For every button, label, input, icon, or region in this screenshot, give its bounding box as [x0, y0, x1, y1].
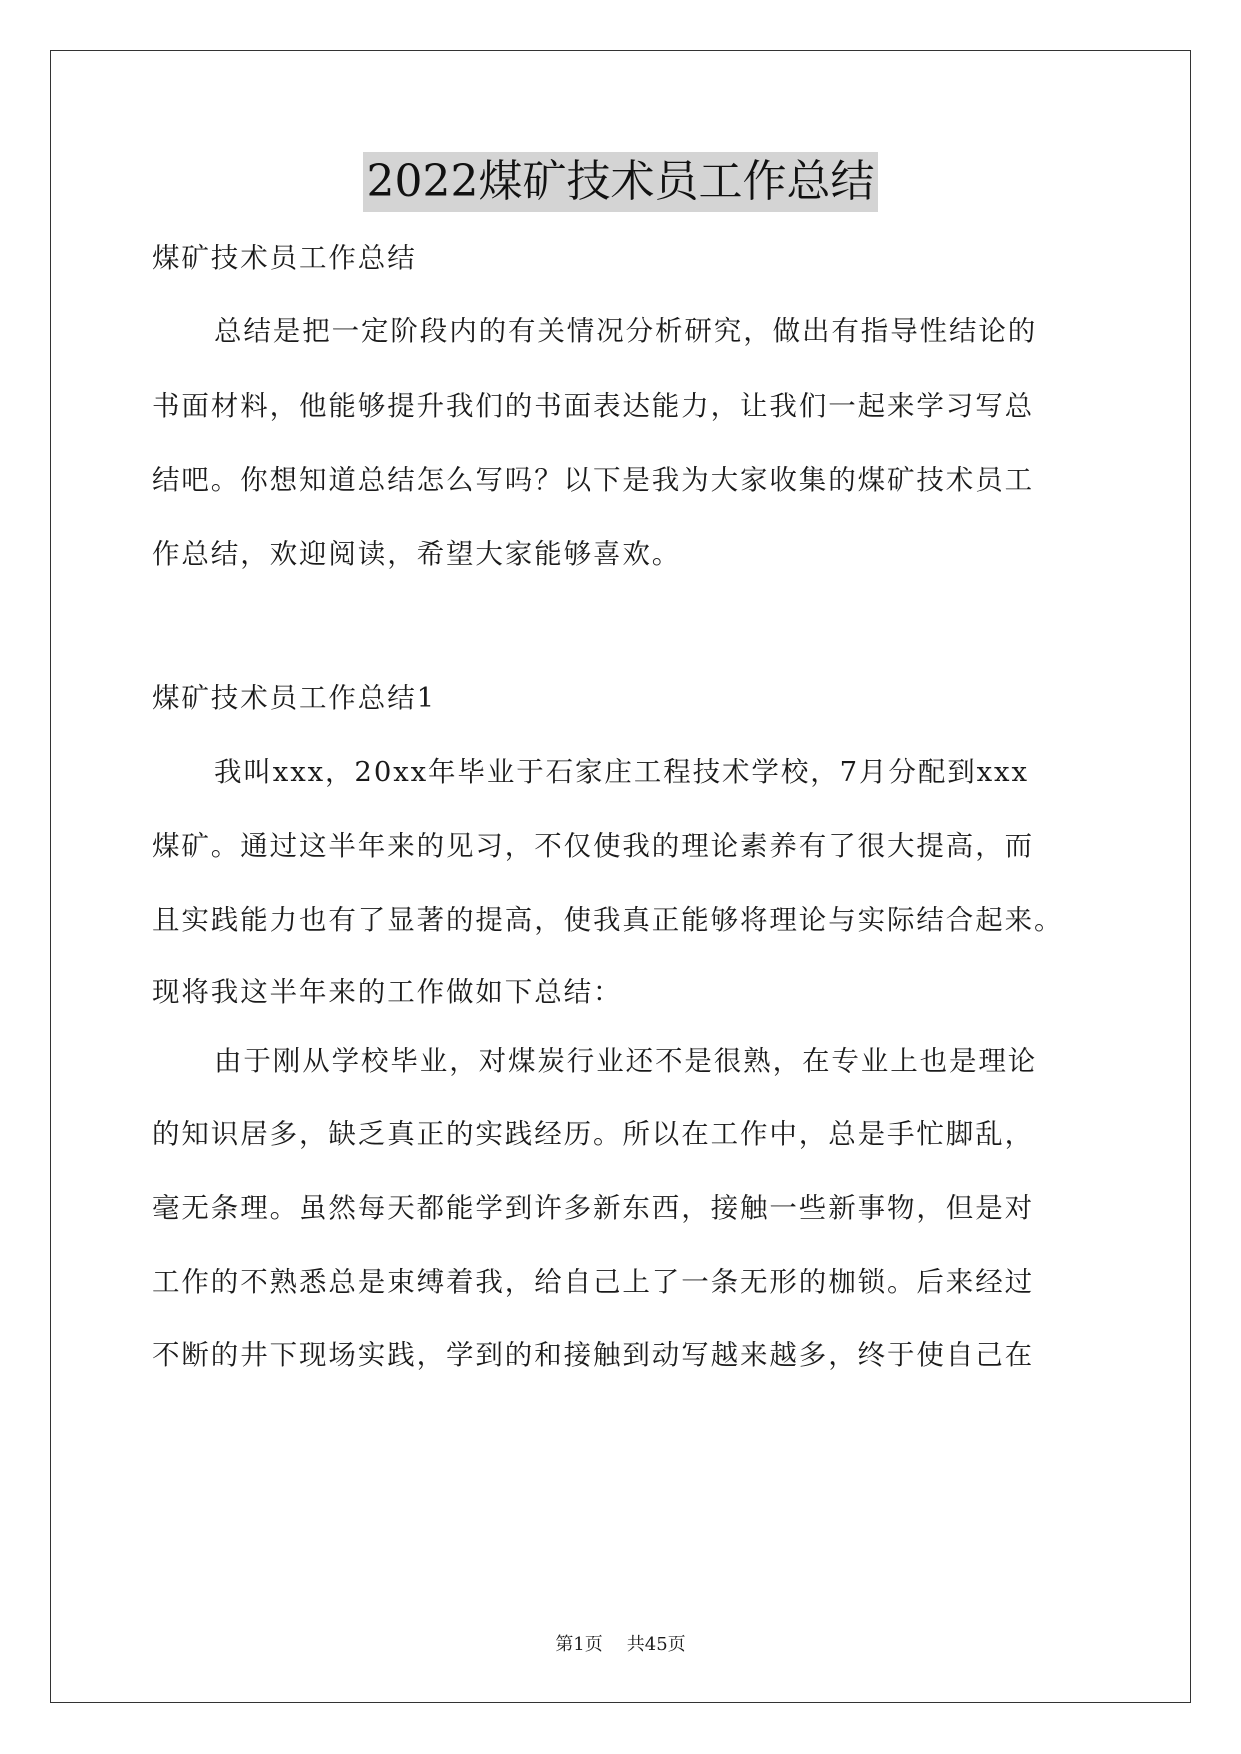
paragraph-line: 由于刚从学校毕业，对煤炭行业还不是很熟，在专业上也是理论: [214, 1045, 1038, 1077]
paragraph-line: 书面材料，他能够提升我们的书面表达能力，让我们一起来学习写总: [152, 390, 1034, 422]
paragraph-line: 且实践能力也有了显著的提高，使我真正能够将理论与实际结合起来。: [152, 904, 1064, 936]
section-heading: 煤矿技术员工作总结1: [152, 682, 436, 714]
page-total: 共45页: [626, 1634, 686, 1655]
paragraph-line: 煤矿。通过这半年来的见习，不仅使我的理论素养有了很大提高，而: [152, 830, 1034, 862]
paragraph-line: 作总结，欢迎阅读，希望大家能够喜欢。: [152, 538, 682, 570]
paragraph-line: 我叫xxx，20xx年毕业于石家庄工程技术学校，7月分配到xxx: [214, 756, 1029, 788]
paragraph-line: 工作的不熟悉总是束缚着我，给自己上了一条无形的枷锁。后来经过: [152, 1266, 1034, 1298]
title-container: [0, 152, 1241, 212]
page-footer: [0, 1630, 1241, 1656]
paragraph-line: 毫无条理。虽然每天都能学到许多新东西，接触一些新事物，但是对: [152, 1192, 1034, 1224]
paragraph-line: 现将我这半年来的工作做如下总结：: [152, 976, 623, 1008]
heading-line: 煤矿技术员工作总结: [152, 242, 417, 274]
page-number: 第1页: [555, 1634, 603, 1655]
paragraph-line: 结吧。你想知道总结怎么写吗？以下是我为大家收集的煤矿技术员工: [152, 464, 1034, 496]
document-title: 2022煤矿技术员工作总结: [363, 152, 879, 212]
paragraph-line: 的知识居多，缺乏真正的实践经历。所以在工作中，总是手忙脚乱，: [152, 1118, 1034, 1150]
paragraph-line: 不断的井下现场实践，学到的和接触到动写越来越多，终于使自己在: [152, 1339, 1034, 1371]
paragraph-line: 总结是把一定阶段内的有关情况分析研究，做出有指导性结论的: [214, 315, 1038, 347]
page-border: [50, 50, 1191, 1703]
